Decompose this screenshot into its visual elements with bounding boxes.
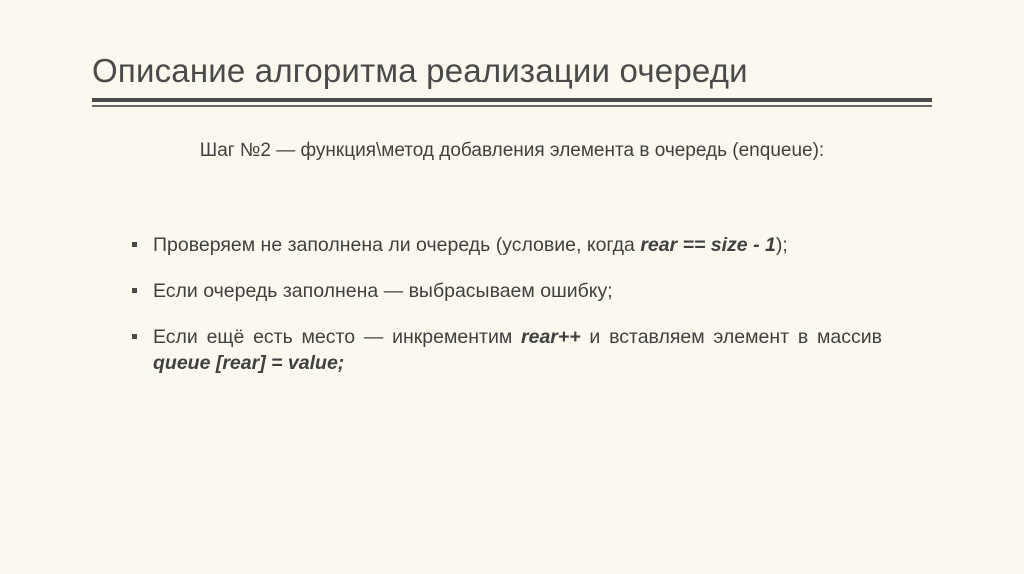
title-rule-thin (92, 105, 932, 107)
bullet-item (132, 232, 882, 258)
slide-title: Описание алгоритма реализации очереди (92, 52, 748, 89)
bullet-text-middle: и вставляем элемент в массив (580, 326, 882, 348)
bullet-code: rear++ (521, 326, 581, 348)
slide-subtitle: Шаг №2 — функция\метод добавления элемента в очередь (enqueue): (199, 140, 825, 161)
square-bullet-icon (132, 334, 137, 339)
bullet-code: rear == size - 1 (640, 234, 776, 256)
bullet-text-end: ); (775, 234, 788, 256)
square-bullet-icon (132, 242, 137, 247)
title-rule-thick (92, 98, 932, 102)
bullet-text: Проверяем не заполнена ли очередь (условие, когда (153, 234, 641, 256)
bullet-text: Если очередь заполнена — выбрасываем ошибку; (153, 280, 613, 302)
bullet-code-2: queue [rear] = value; (153, 352, 345, 374)
bullet-item (132, 278, 882, 304)
square-bullet-icon (132, 288, 137, 293)
bullet-text: Если ещё есть место — инкрементим (153, 326, 522, 348)
bullet-list (132, 232, 882, 396)
bullet-item (132, 324, 882, 376)
